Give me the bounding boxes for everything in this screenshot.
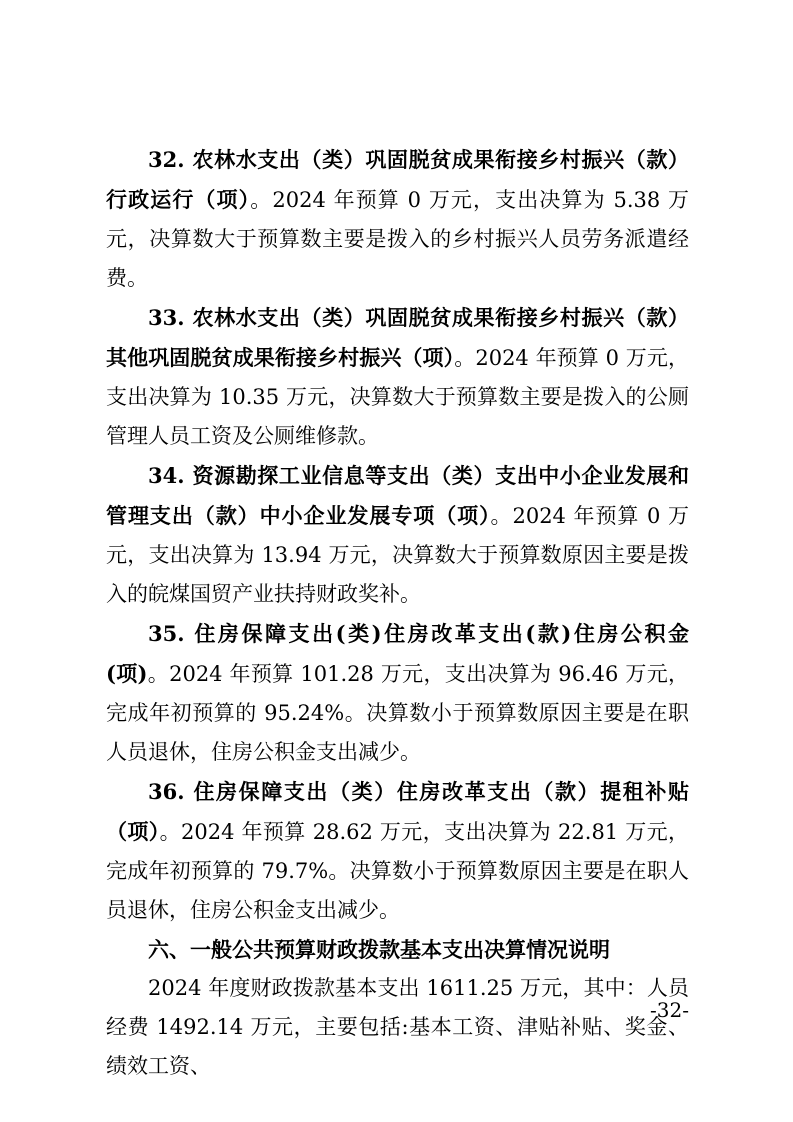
document-content bbox=[106, 140, 689, 1086]
paragraph-35-body: 。2024 年预算 101.28 万元，支出决算为 96.46 万元，完成年初预算的 95.24%。决算数小于预算数原因主要是在职人员退休，住房公积金支出减少。 bbox=[106, 662, 689, 764]
paragraph-item-35 bbox=[106, 614, 689, 772]
paragraph-34-title: 34. 资源勘探工业信息等支出（类）支出中小企业发展和管理支出（款）中小企业发展专项（项） bbox=[106, 463, 689, 528]
paragraph-item-36 bbox=[106, 772, 689, 930]
paragraph-item-33 bbox=[106, 298, 689, 456]
section-heading: 六、一般公共预算财政拨款基本支出决算情况说明 bbox=[148, 937, 610, 962]
closing-paragraph: 2024 年度财政拨款基本支出 1611.25 万元，其中：人员经费 1492.14 万元，主要包括:基本工资、津贴补贴、奖金、绩效工资、 bbox=[106, 976, 689, 1078]
paragraph-36-body: 。2024 年预算 28.62 万元，支出决算为 22.81 万元，完成年初预算的 79.7%。决算数小于预算数原因主要是在职人员退休，住房公积金支出减少。 bbox=[106, 820, 689, 922]
paragraph-item-34 bbox=[106, 456, 689, 614]
paragraph-34-body: 。2024 年预算 0 万元，支出决算为 13.94 万元，决算数大于预算数原因主要是拨入的皖煤国贸产业扶持财政奖补。 bbox=[106, 504, 689, 606]
paragraph-36-title: 36. 住房保障支出（类）住房改革支出（款）提租补贴（项） bbox=[106, 779, 689, 844]
paragraph-33-body: 。2024 年预算 0 万元，支出决算为 10.35 万元，决算数大于预算数主要是拨入的公厕管理人员工资及公厕维修款。 bbox=[106, 346, 689, 448]
paragraph-35-title: 35. 住房保障支出(类)住房改革支出(款)住房公积金(项) bbox=[106, 621, 689, 686]
paragraph-33-title: 33. 农林水支出（类）巩固脱贫成果衔接乡村振兴（款）其他巩固脱贫成果衔接乡村振兴（项） bbox=[106, 305, 689, 370]
paragraph-32-title: 32. 农林水支出（类）巩固脱贫成果衔接乡村振兴（款）行政运行（项） bbox=[106, 147, 689, 212]
paragraph-item-32 bbox=[106, 140, 689, 298]
page-number: -32- bbox=[650, 998, 689, 1022]
paragraph-32-body: 。2024 年预算 0 万元，支出决算为 5.38 万元，决算数大于预算数主要是拨入的乡村振兴人员劳务派遣经费。 bbox=[106, 188, 690, 290]
